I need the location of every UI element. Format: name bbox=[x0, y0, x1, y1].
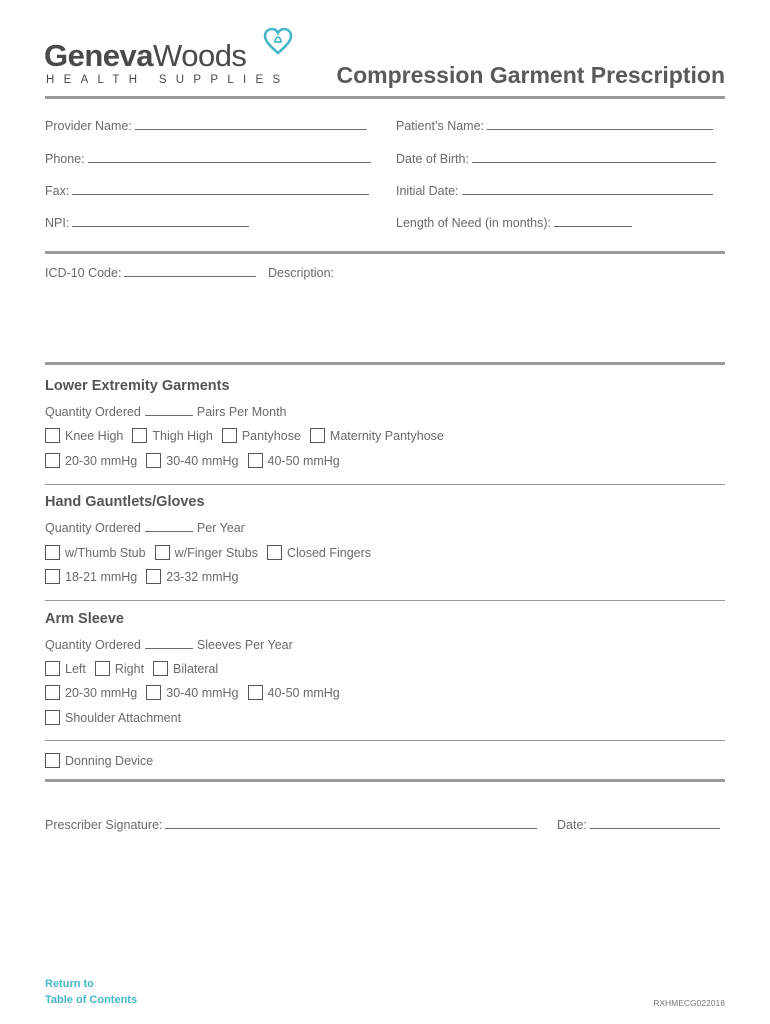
arm-sleeve-heading: Arm Sleeve bbox=[45, 611, 124, 627]
prescriber-signature-label: Prescriber Signature: bbox=[45, 818, 163, 832]
option-label: Left bbox=[65, 661, 86, 676]
option-label: Right bbox=[114, 661, 145, 676]
length-of-need-label: Length of Need (in months): bbox=[396, 216, 551, 230]
return-to-toc-link[interactable] bbox=[45, 976, 137, 1008]
lower-extremity-heading: Lower Extremity Garments bbox=[45, 378, 230, 394]
return-link-line1: Return to bbox=[45, 978, 94, 990]
header-divider bbox=[45, 96, 725, 99]
thigh-high-option[interactable] bbox=[132, 428, 212, 443]
hand-type-row bbox=[45, 545, 380, 560]
checkbox[interactable] bbox=[248, 453, 263, 468]
lower-20-30-option[interactable] bbox=[45, 453, 137, 468]
hand-pressure-row bbox=[45, 569, 248, 584]
provider-name-field[interactable] bbox=[45, 119, 367, 133]
signature-date-label: Date: bbox=[557, 818, 587, 832]
icd10-label: ICD-10 Code: bbox=[45, 266, 122, 280]
pantyhose-option[interactable] bbox=[222, 428, 301, 443]
icd10-field[interactable] bbox=[45, 266, 256, 280]
section-divider bbox=[45, 251, 725, 254]
brand-name-light: Woods bbox=[153, 38, 247, 73]
brand-name-bold: Geneva bbox=[44, 38, 154, 73]
phone-label: Phone: bbox=[45, 152, 85, 166]
return-link-line2: Table of Contents bbox=[45, 994, 138, 1006]
npi-field[interactable] bbox=[45, 216, 249, 230]
fax-label: Fax: bbox=[45, 184, 70, 198]
arm-30-40-option[interactable] bbox=[146, 685, 238, 700]
initial-date-field[interactable] bbox=[396, 184, 713, 198]
option-label: 40-50 mmHg bbox=[267, 453, 340, 468]
checkbox[interactable] bbox=[222, 428, 237, 443]
arm-pressure-row bbox=[45, 685, 349, 700]
shoulder-attachment-row bbox=[45, 710, 190, 725]
checkbox[interactable] bbox=[45, 453, 60, 468]
option-label: Bilateral bbox=[173, 661, 219, 676]
checkbox[interactable] bbox=[310, 428, 325, 443]
brand-tagline: HEALTH SUPPLIES bbox=[46, 74, 290, 86]
checkbox[interactable] bbox=[155, 545, 170, 560]
checkbox[interactable] bbox=[153, 661, 168, 676]
initial-date-label: Initial Date: bbox=[396, 184, 459, 198]
option-label: 20-30 mmHg bbox=[65, 685, 138, 700]
option-label: 30-40 mmHg bbox=[166, 453, 239, 468]
thin-divider bbox=[45, 600, 725, 601]
fax-field[interactable] bbox=[45, 184, 369, 198]
quantity-unit: Per Year bbox=[196, 521, 245, 535]
lower-pressure-row bbox=[45, 453, 349, 468]
checkbox[interactable] bbox=[248, 685, 263, 700]
option-label: w/Thumb Stub bbox=[65, 545, 146, 560]
quantity-label: Quantity Ordered bbox=[45, 521, 141, 535]
quantity-unit: Pairs Per Month bbox=[196, 405, 287, 419]
section-divider bbox=[45, 362, 725, 365]
option-label: 23-32 mmHg bbox=[166, 569, 239, 584]
lower-type-row bbox=[45, 428, 453, 443]
checkbox[interactable] bbox=[132, 428, 147, 443]
arm-20-30-option[interactable] bbox=[45, 685, 137, 700]
arm-40-50-option[interactable] bbox=[248, 685, 340, 700]
provider-name-label: Provider Name: bbox=[45, 119, 132, 133]
option-label: Closed Fingers bbox=[286, 545, 372, 560]
quantity-label: Quantity Ordered bbox=[45, 638, 141, 652]
option-label: w/Finger Stubs bbox=[174, 545, 258, 560]
thumb-stub-option[interactable] bbox=[45, 545, 146, 560]
description-label: Description: bbox=[268, 266, 334, 280]
checkbox[interactable] bbox=[267, 545, 282, 560]
option-label: Shoulder Attachment bbox=[65, 710, 182, 725]
option-label: 40-50 mmHg bbox=[267, 685, 340, 700]
knee-high-option[interactable] bbox=[45, 428, 123, 443]
option-label: Knee High bbox=[65, 428, 124, 443]
hand-23-32-option[interactable] bbox=[146, 569, 238, 584]
maternity-pantyhose-option[interactable] bbox=[310, 428, 444, 443]
checkbox[interactable] bbox=[45, 569, 60, 584]
checkbox[interactable] bbox=[146, 569, 161, 584]
dob-field[interactable] bbox=[396, 152, 716, 166]
finger-stubs-option[interactable] bbox=[155, 545, 258, 560]
thin-divider bbox=[45, 484, 725, 485]
option-label: Thigh High bbox=[152, 428, 213, 443]
donning-device-option[interactable] bbox=[45, 753, 153, 768]
thin-divider bbox=[45, 740, 725, 741]
arm-quantity-field[interactable] bbox=[45, 638, 293, 652]
description-field[interactable] bbox=[268, 266, 334, 280]
lower-quantity-field[interactable] bbox=[45, 405, 287, 419]
checkbox[interactable] bbox=[146, 453, 161, 468]
option-label: Maternity Pantyhose bbox=[329, 428, 444, 443]
checkbox[interactable] bbox=[45, 710, 60, 725]
hand-18-21-option[interactable] bbox=[45, 569, 137, 584]
shoulder-attachment-option[interactable] bbox=[45, 710, 181, 725]
hand-quantity-field[interactable] bbox=[45, 521, 245, 535]
quantity-label: Quantity Ordered bbox=[45, 405, 141, 419]
lower-30-40-option[interactable] bbox=[146, 453, 238, 468]
prescriber-signature-field[interactable] bbox=[45, 818, 537, 832]
patient-name-field[interactable] bbox=[396, 119, 713, 133]
checkbox[interactable] bbox=[95, 661, 110, 676]
brand-logo bbox=[44, 38, 246, 74]
checkbox[interactable] bbox=[45, 685, 60, 700]
npi-label: NPI: bbox=[45, 216, 70, 230]
quantity-unit: Sleeves Per Year bbox=[196, 638, 293, 652]
option-label: 18-21 mmHg bbox=[65, 569, 138, 584]
hand-gauntlets-heading: Hand Gauntlets/Gloves bbox=[45, 494, 205, 510]
checkbox[interactable] bbox=[45, 428, 60, 443]
option-label: 30-40 mmHg bbox=[166, 685, 239, 700]
length-of-need-field[interactable] bbox=[396, 216, 632, 230]
checkbox[interactable] bbox=[146, 685, 161, 700]
heart-icon bbox=[262, 26, 294, 56]
checkbox[interactable] bbox=[45, 753, 60, 768]
option-label: Donning Device bbox=[65, 753, 154, 768]
document-code: RXHMECG022018 bbox=[653, 998, 725, 1008]
option-label: 20-30 mmHg bbox=[65, 453, 138, 468]
checkbox[interactable] bbox=[45, 545, 60, 560]
bilateral-option[interactable] bbox=[153, 661, 218, 676]
phone-field[interactable] bbox=[45, 152, 371, 166]
right-option[interactable] bbox=[95, 661, 144, 676]
signature-date-field[interactable] bbox=[557, 818, 720, 832]
arm-side-row bbox=[45, 661, 227, 676]
left-option[interactable] bbox=[45, 661, 86, 676]
page-title: Compression Garment Prescription bbox=[336, 62, 725, 88]
dob-label: Date of Birth: bbox=[396, 152, 469, 166]
donning-row bbox=[45, 753, 162, 768]
patient-name-label: Patient’s Name: bbox=[396, 119, 485, 133]
closed-fingers-option[interactable] bbox=[267, 545, 371, 560]
option-label: Pantyhose bbox=[241, 428, 301, 443]
checkbox[interactable] bbox=[45, 661, 60, 676]
section-divider bbox=[45, 779, 725, 782]
lower-40-50-option[interactable] bbox=[248, 453, 340, 468]
